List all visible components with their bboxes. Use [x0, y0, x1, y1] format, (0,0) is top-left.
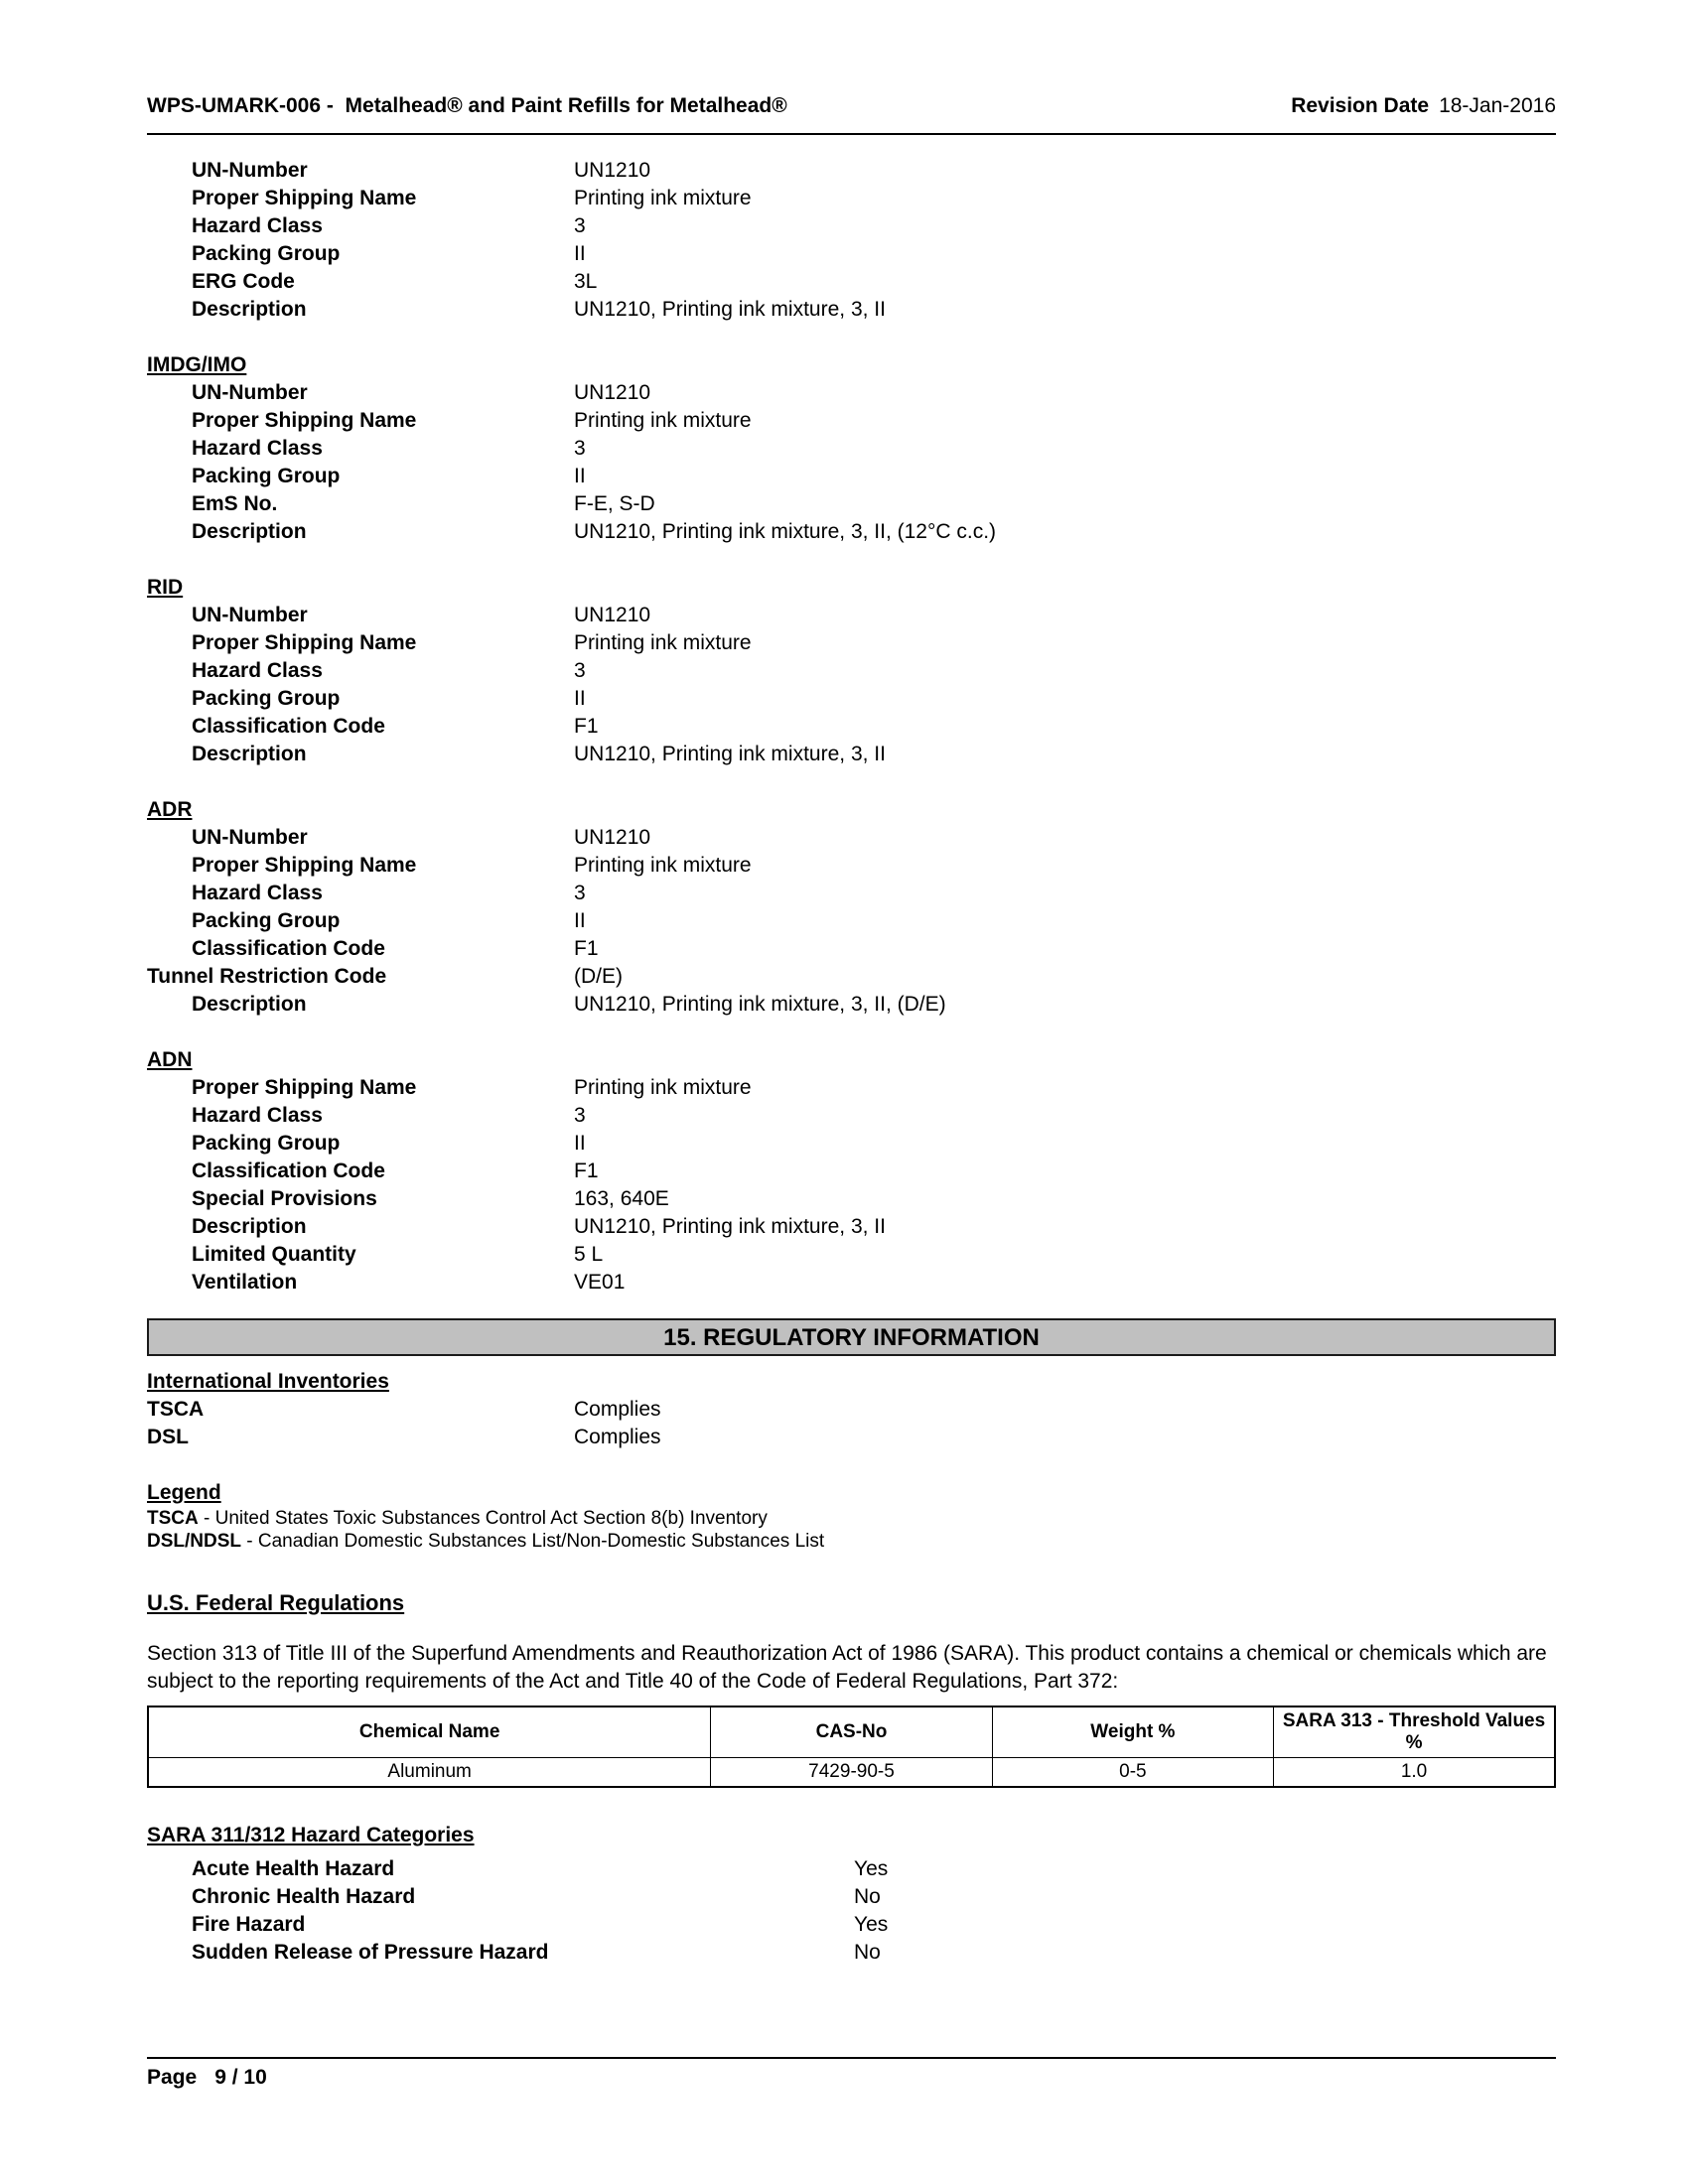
header-rule: [147, 133, 1556, 135]
sara-311-312-heading: SARA 311/312 Hazard Categories: [147, 1824, 475, 1846]
revision-date-group: [1291, 91, 1556, 121]
legend-items: [147, 1507, 1556, 1553]
legend-item: [147, 1507, 1556, 1530]
row-value: UN1210: [574, 826, 651, 849]
row-value: UN1210, Printing ink mixture, 3, II: [574, 1215, 886, 1238]
row-label: Acute Health Hazard: [192, 1857, 395, 1880]
inventory-row: [147, 1396, 1556, 1424]
transport-row: [147, 657, 1556, 685]
revision-date-label: Revision Date: [1291, 94, 1430, 117]
revision-date-value: 18-Jan-2016: [1439, 94, 1556, 117]
row-value: II: [574, 242, 586, 265]
row-value: II: [574, 465, 586, 487]
row-value: UN1210: [574, 604, 651, 626]
document-body: [147, 157, 1556, 1967]
row-label: Packing Group: [192, 465, 341, 487]
row-label: Proper Shipping Name: [192, 854, 417, 877]
transport-section: [147, 351, 1556, 546]
transport-row: [147, 852, 1556, 880]
row-label: Tunnel Restriction Code: [147, 965, 387, 988]
transport-sections: [147, 157, 1556, 1297]
transport-row: [147, 379, 1556, 407]
transport-row: [147, 1185, 1556, 1213]
row-value: 3: [574, 214, 586, 237]
transport-section-heading: IMDG/IMO: [147, 353, 247, 376]
chemical-table-body: [148, 1758, 1555, 1788]
doc-id: WPS-UMARK-006: [147, 94, 322, 117]
row-label: Hazard Class: [192, 882, 323, 904]
row-label: UN-Number: [192, 381, 308, 404]
row-value: 3: [574, 659, 586, 682]
transport-row: [147, 935, 1556, 963]
legend-definition: - Canadian Domestic Substances List/Non-Domestic Substances List: [241, 1531, 825, 1552]
sara-313-paragraph: Section 313 of Title III of the Superfund Amendments and Reauthorization Act of 1986 (SARA). This product contains a chemical or chemicals which are subject to the reporting requirements of the Act and Title 40 of the Code of Federal Regulations, Part 372:: [147, 1642, 1547, 1693]
transport-section: [147, 574, 1556, 768]
sara-row: [147, 1939, 1556, 1967]
transport-row: [147, 629, 1556, 657]
page-number: 9 / 10: [214, 2066, 267, 2089]
row-label: Proper Shipping Name: [192, 409, 417, 432]
transport-section-heading: ADR: [147, 798, 193, 821]
row-label: Description: [192, 743, 307, 765]
transport-row: [147, 296, 1556, 324]
transport-row: [147, 741, 1556, 768]
transport-row: [147, 407, 1556, 435]
legend-item: [147, 1530, 1556, 1553]
document-title-group: [147, 91, 787, 121]
legend-term: DSL/NDSL: [147, 1531, 241, 1552]
row-value: 5 L: [574, 1243, 604, 1266]
footer-rule: [147, 2057, 1556, 2059]
row-label: Classification Code: [192, 937, 385, 960]
row-label: UN-Number: [192, 826, 308, 849]
row-label: Chronic Health Hazard: [192, 1885, 416, 1908]
transport-row: [147, 963, 1556, 991]
legend-term: TSCA: [147, 1508, 199, 1529]
table-cell: 0-5: [992, 1758, 1273, 1788]
row-value: UN1210, Printing ink mixture, 3, II: [574, 743, 886, 765]
sara-row: [147, 1883, 1556, 1911]
row-label: Classification Code: [192, 1160, 385, 1182]
row-value: Yes: [854, 1913, 889, 1936]
transport-section: [147, 796, 1556, 1019]
row-value: Complies: [574, 1426, 661, 1448]
transport-row: [147, 602, 1556, 629]
document-header: [147, 91, 1556, 121]
row-label: Hazard Class: [192, 214, 323, 237]
row-value: UN1210: [574, 159, 651, 182]
document-footer: [147, 2057, 1556, 2093]
row-value: F1: [574, 1160, 599, 1182]
table-header-cell: CAS-No: [711, 1706, 992, 1758]
inventory-rows: [147, 1396, 1556, 1451]
table-header-cell: Chemical Name: [148, 1706, 711, 1758]
table-header-cell: SARA 313 - Threshold Values %: [1274, 1706, 1555, 1758]
sara-row: [147, 1911, 1556, 1939]
transport-row: [147, 713, 1556, 741]
doc-title-separator: -: [321, 94, 346, 117]
row-value: UN1210: [574, 381, 651, 404]
row-value: 3: [574, 437, 586, 460]
row-value: VE01: [574, 1271, 626, 1294]
transport-section-heading: RID: [147, 576, 184, 599]
transport-row: [147, 490, 1556, 518]
row-label: Packing Group: [192, 909, 341, 932]
transport-row: [147, 685, 1556, 713]
transport-row: [147, 240, 1556, 268]
row-value: Printing ink mixture: [574, 1076, 752, 1099]
transport-row: [147, 1130, 1556, 1158]
footer-text: [147, 2063, 1556, 2093]
row-label: ERG Code: [192, 270, 295, 293]
chemical-table-head: [148, 1706, 1555, 1758]
row-value: II: [574, 1132, 586, 1155]
row-label: EmS No.: [192, 492, 278, 515]
page-label: Page: [147, 2066, 198, 2089]
row-label: TSCA: [147, 1398, 205, 1421]
row-label: Limited Quantity: [192, 1243, 356, 1266]
row-label: Proper Shipping Name: [192, 187, 417, 209]
transport-row: [147, 157, 1556, 185]
transport-row: [147, 880, 1556, 907]
transport-row: [147, 1158, 1556, 1185]
row-label: UN-Number: [192, 604, 308, 626]
row-label: Packing Group: [192, 242, 341, 265]
row-value: No: [854, 1941, 881, 1964]
row-value: Printing ink mixture: [574, 409, 752, 432]
row-value: 3: [574, 882, 586, 904]
transport-row: [147, 824, 1556, 852]
row-value: UN1210, Printing ink mixture, 3, II, (12°C c.c.): [574, 520, 997, 543]
transport-row: [147, 268, 1556, 296]
row-label: Proper Shipping Name: [192, 1076, 417, 1099]
row-value: Printing ink mixture: [574, 187, 752, 209]
row-label: Description: [192, 993, 307, 1016]
row-value: II: [574, 687, 586, 710]
row-label: UN-Number: [192, 159, 308, 182]
table-cell: 1.0: [1274, 1758, 1555, 1788]
chemical-table: [147, 1706, 1556, 1788]
transport-row: [147, 1269, 1556, 1297]
row-label: Description: [192, 298, 307, 321]
chemical-table-head-row: [148, 1706, 1555, 1758]
row-value: UN1210, Printing ink mixture, 3, II, (D/E): [574, 993, 946, 1016]
sara-rows: [147, 1855, 1556, 1967]
transport-row: [147, 518, 1556, 546]
row-label: Description: [192, 520, 307, 543]
row-label: Packing Group: [192, 687, 341, 710]
us-federal-regulations-heading: U.S. Federal Regulations: [147, 1590, 405, 1615]
transport-section: [147, 157, 1556, 324]
row-label: Packing Group: [192, 1132, 341, 1155]
row-label: Description: [192, 1215, 307, 1238]
row-value: No: [854, 1885, 881, 1908]
sara-row: [147, 1855, 1556, 1883]
transport-row: [147, 1102, 1556, 1130]
table-row: [148, 1758, 1555, 1788]
row-value: 3: [574, 1104, 586, 1127]
row-value: 3L: [574, 270, 598, 293]
row-label: Hazard Class: [192, 659, 323, 682]
row-label: Ventilation: [192, 1271, 298, 1294]
transport-row: [147, 1074, 1556, 1102]
section-15-banner: 15. REGULATORY INFORMATION: [147, 1318, 1556, 1356]
row-value: (D/E): [574, 965, 623, 988]
row-value: Printing ink mixture: [574, 631, 752, 654]
legend-heading: Legend: [147, 1481, 221, 1504]
row-value: II: [574, 909, 586, 932]
row-value: UN1210, Printing ink mixture, 3, II: [574, 298, 886, 321]
transport-row: [147, 185, 1556, 212]
legend-definition: - United States Toxic Substances Control Act Section 8(b) Inventory: [198, 1508, 768, 1529]
table-header-cell: Weight %: [992, 1706, 1273, 1758]
row-label: Hazard Class: [192, 1104, 323, 1127]
row-label: Proper Shipping Name: [192, 631, 417, 654]
inventory-row: [147, 1424, 1556, 1451]
row-label: Special Provisions: [192, 1187, 377, 1210]
row-label: Sudden Release of Pressure Hazard: [192, 1941, 549, 1964]
row-label: Classification Code: [192, 715, 385, 738]
row-value: F-E, S-D: [574, 492, 655, 515]
row-value: 163, 640E: [574, 1187, 669, 1210]
row-value: F1: [574, 937, 599, 960]
table-cell: Aluminum: [148, 1758, 711, 1788]
transport-section: [147, 1046, 1556, 1297]
row-value: F1: [574, 715, 599, 738]
row-label: DSL: [147, 1426, 189, 1448]
transport-section-heading: ADN: [147, 1048, 193, 1071]
transport-row: [147, 1241, 1556, 1269]
international-inventories-heading: International Inventories: [147, 1370, 389, 1393]
table-cell: 7429-90-5: [711, 1758, 992, 1788]
transport-row: [147, 1213, 1556, 1241]
row-value: Printing ink mixture: [574, 854, 752, 877]
row-value: Complies: [574, 1398, 661, 1421]
transport-row: [147, 907, 1556, 935]
row-label: Fire Hazard: [192, 1913, 306, 1936]
transport-row: [147, 991, 1556, 1019]
doc-title: Metalhead® and Paint Refills for Metalhead®: [345, 94, 787, 117]
transport-row: [147, 212, 1556, 240]
transport-row: [147, 435, 1556, 463]
row-value: Yes: [854, 1857, 889, 1880]
transport-row: [147, 463, 1556, 490]
row-label: Hazard Class: [192, 437, 323, 460]
